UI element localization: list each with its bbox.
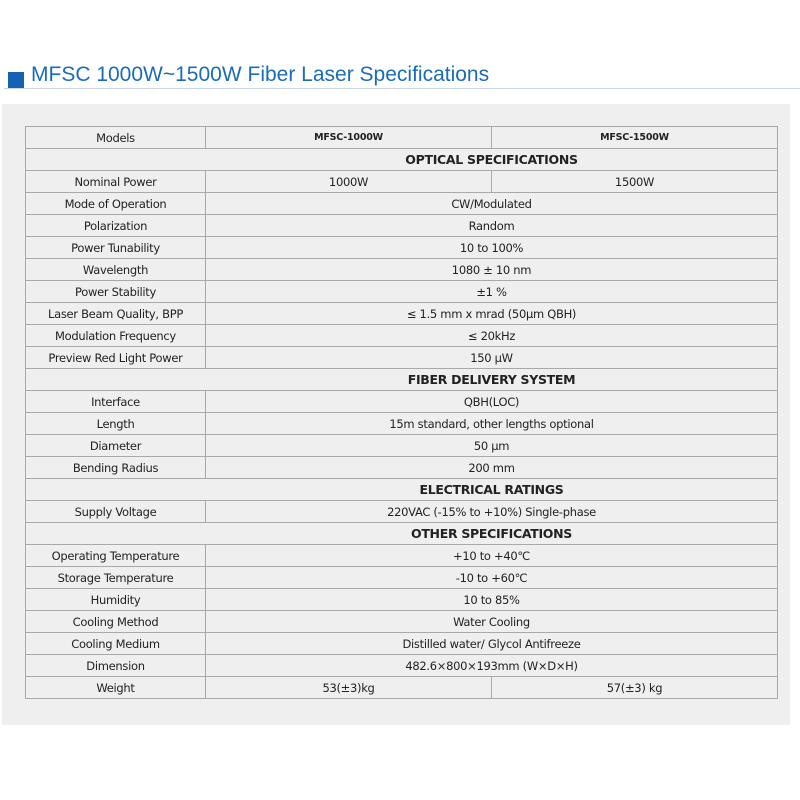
row-value: 200 mm bbox=[206, 457, 778, 479]
table-row-models bbox=[26, 127, 778, 149]
row-label: Length bbox=[26, 413, 206, 435]
row-value: +10 to +40℃ bbox=[206, 545, 778, 567]
row-label: Modulation Frequency bbox=[26, 325, 206, 347]
row-label: Humidity bbox=[26, 589, 206, 611]
table-row bbox=[26, 589, 778, 611]
row-value: ≤ 1.5 mm x mrad (50μm QBH) bbox=[206, 303, 778, 325]
table-row bbox=[26, 237, 778, 259]
table-row bbox=[26, 501, 778, 523]
table-row bbox=[26, 413, 778, 435]
section-header-electrical bbox=[26, 479, 778, 501]
row-label: Bending Radius bbox=[26, 457, 206, 479]
row-value: 15m standard, other lengths optional bbox=[206, 413, 778, 435]
table-row bbox=[26, 259, 778, 281]
table-row bbox=[26, 325, 778, 347]
row-label: Power Tunability bbox=[26, 237, 206, 259]
row-value: CW/Modulated bbox=[206, 193, 778, 215]
row-label: Storage Temperature bbox=[26, 567, 206, 589]
page-header bbox=[4, 62, 800, 89]
table-row bbox=[26, 545, 778, 567]
section-title: OTHER SPECIFICATIONS bbox=[26, 523, 778, 545]
row-label: Mode of Operation bbox=[26, 193, 206, 215]
table-row bbox=[26, 281, 778, 303]
table-row bbox=[26, 435, 778, 457]
row-label: Nominal Power bbox=[26, 171, 206, 193]
section-header-other bbox=[26, 523, 778, 545]
row-label: Diameter bbox=[26, 435, 206, 457]
page-title: MFSC 1000W~1500W Fiber Laser Specifications bbox=[31, 63, 490, 86]
row-value: 10 to 85% bbox=[206, 589, 778, 611]
row-label: Cooling Method bbox=[26, 611, 206, 633]
table-row bbox=[26, 677, 778, 699]
row-label: Preview Red Light Power bbox=[26, 347, 206, 369]
table-row bbox=[26, 611, 778, 633]
row-value: QBH(LOC) bbox=[206, 391, 778, 413]
row-label: Weight bbox=[26, 677, 206, 699]
row-value: 50 μm bbox=[206, 435, 778, 457]
row-value-1500w: 57(±3) kg bbox=[492, 677, 778, 699]
table-row bbox=[26, 347, 778, 369]
row-value-1000w: 53(±3)kg bbox=[206, 677, 492, 699]
row-value: Water Cooling bbox=[206, 611, 778, 633]
row-label: Polarization bbox=[26, 215, 206, 237]
section-title: FIBER DELIVERY SYSTEM bbox=[26, 369, 778, 391]
row-label: Models bbox=[26, 127, 206, 149]
table-row bbox=[26, 633, 778, 655]
table-row bbox=[26, 655, 778, 677]
row-label: Wavelength bbox=[26, 259, 206, 281]
section-header-fiber bbox=[26, 369, 778, 391]
model-1500w: MFSC-1500W bbox=[492, 127, 778, 149]
table-row bbox=[26, 303, 778, 325]
row-value-1000w: 1000W bbox=[206, 171, 492, 193]
row-value-1500w: 1500W bbox=[492, 171, 778, 193]
row-label: Operating Temperature bbox=[26, 545, 206, 567]
table-row bbox=[26, 457, 778, 479]
row-value: 1080 ± 10 nm bbox=[206, 259, 778, 281]
row-value: ≤ 20kHz bbox=[206, 325, 778, 347]
row-label: Supply Voltage bbox=[26, 501, 206, 523]
table-row bbox=[26, 215, 778, 237]
table-row bbox=[26, 567, 778, 589]
table-row bbox=[26, 391, 778, 413]
table-row bbox=[26, 171, 778, 193]
section-title: OPTICAL SPECIFICATIONS bbox=[26, 149, 778, 171]
row-value: 150 μW bbox=[206, 347, 778, 369]
row-label: Power Stability bbox=[26, 281, 206, 303]
spec-table bbox=[25, 126, 778, 699]
row-label: Cooling Medium bbox=[26, 633, 206, 655]
row-label: Interface bbox=[26, 391, 206, 413]
section-title: ELECTRICAL RATINGS bbox=[26, 479, 778, 501]
row-label: Laser Beam Quality, BPP bbox=[26, 303, 206, 325]
row-value: -10 to +60℃ bbox=[206, 567, 778, 589]
row-value: Distilled water/ Glycol Antifreeze bbox=[206, 633, 778, 655]
section-header-optical bbox=[26, 149, 778, 171]
row-value: 482.6×800×193mm (W×D×H) bbox=[206, 655, 778, 677]
table-row bbox=[26, 193, 778, 215]
title-square-icon bbox=[8, 72, 24, 88]
model-1000w: MFSC-1000W bbox=[206, 127, 492, 149]
row-value: Random bbox=[206, 215, 778, 237]
row-value: 10 to 100% bbox=[206, 237, 778, 259]
row-value: 220VAC (-15% to +10%) Single-phase bbox=[206, 501, 778, 523]
row-value: ±1 % bbox=[206, 281, 778, 303]
row-label: Dimension bbox=[26, 655, 206, 677]
